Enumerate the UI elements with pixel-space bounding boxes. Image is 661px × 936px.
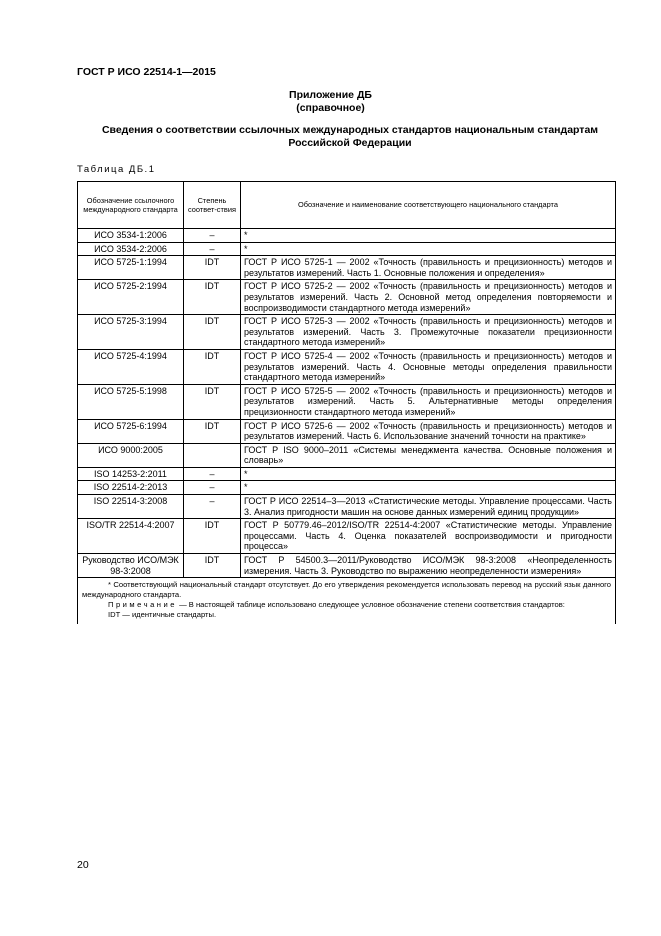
table-row: [78, 242, 616, 256]
cell-national-standard: ГОСТ Р ИСО 22514–3—2013 «Статистические методы. Управление процессами. Часть 3. Анализ пригодности машин на основе данных измерений единиц продукции»: [241, 495, 616, 519]
cell-reference-standard: ИСО 3534-1:2006: [78, 229, 184, 243]
table-footer-row: [78, 578, 616, 625]
cell-reference-standard: ИСО 3534-2:2006: [78, 242, 184, 256]
idt-legend: [82, 610, 611, 620]
cell-degree: IDT: [184, 384, 241, 419]
cell-reference-standard: ISO 14253-2:2011: [78, 467, 184, 481]
cell-national-standard: ГОСТ Р ИСО 5725-2 — 2002 «Точность (правильность и прецизионность) методов и результатов измерений. Часть 2. Основной метод определения повторяемости и воспроизводимости стандартного метода измерений»: [241, 280, 616, 315]
table-row: [78, 467, 616, 481]
cell-national-standard: *: [241, 481, 616, 495]
cell-degree: IDT: [184, 519, 241, 554]
table-header-row: [78, 182, 616, 229]
cell-reference-standard: ИСО 9000:2005: [78, 443, 184, 467]
table-row: [78, 256, 616, 280]
table-row: [78, 229, 616, 243]
cell-reference-standard: ИСО 5725-3:1994: [78, 315, 184, 350]
cell-degree: [184, 443, 241, 467]
cell-degree: IDT: [184, 315, 241, 350]
appendix-subtitle: (справочное): [296, 102, 365, 114]
cell-reference-standard: ISO 22514-3:2008: [78, 495, 184, 519]
cell-degree: –: [184, 481, 241, 495]
cell-national-standard: *: [241, 467, 616, 481]
table-row: [78, 495, 616, 519]
column-header-ref: Обозначение ссылочного международного стандарта: [78, 182, 184, 229]
page-number: 20: [77, 859, 89, 871]
cell-national-standard: ГОСТ Р ИСО 5725-5 — 2002 «Точность (правильность и прецизионность) методов и результатов измерений. Часть 5. Альтернативные методы определения прецизионности стандартного метода измерений»: [241, 384, 616, 419]
cell-national-standard: ГОСТ Р 54500.3—2011/Руководство ИСО/МЭК 98-3:2008 «Неопределенность измерения. Часть 3. Руководство по выражению неопределенности измерения»: [241, 554, 616, 578]
cell-degree: –: [184, 229, 241, 243]
table-row: [78, 315, 616, 350]
cell-reference-standard: ИСО 5725-6:1994: [78, 419, 184, 443]
correspondence-table: [77, 181, 616, 624]
cell-degree: –: [184, 467, 241, 481]
cell-national-standard: *: [241, 242, 616, 256]
column-header-national: Обозначение и наименование соответствующего национального стандарта: [241, 182, 616, 229]
cell-degree: –: [184, 242, 241, 256]
note-label: Примечание: [108, 600, 177, 610]
cell-degree: IDT: [184, 256, 241, 280]
column-header-degree: Степень соответ-ствия: [184, 182, 241, 229]
cell-reference-standard: ИСО 5725-1:1994: [78, 256, 184, 280]
note: [82, 600, 611, 610]
table-caption: Таблица ДБ.1: [77, 164, 156, 175]
table-row: [78, 349, 616, 384]
cell-national-standard: *: [241, 229, 616, 243]
cell-reference-standard: ISO/TR 22514-4:2007: [78, 519, 184, 554]
table-row: [78, 481, 616, 495]
cell-reference-standard: ИСО 5725-4:1994: [78, 349, 184, 384]
cell-degree: IDT: [184, 554, 241, 578]
table-row: [78, 384, 616, 419]
cell-reference-standard: Руководство ИСО/МЭК 98-3:2008: [78, 554, 184, 578]
table-row: [78, 280, 616, 315]
table-row: [78, 554, 616, 578]
table-row: [78, 443, 616, 467]
table-row: [78, 519, 616, 554]
correspondence-table-container: [77, 181, 615, 624]
table-row: [78, 419, 616, 443]
cell-reference-standard: ИСО 5725-5:1998: [78, 384, 184, 419]
note-text: — В настоящей таблице использовано следующее условное обозначение степени соответствия стандартов:: [179, 600, 565, 610]
cell-national-standard: ГОСТ Р ИСО 5725-1 — 2002 «Точность (правильность и прецизионность) методов и результатов измерений. Часть 1. Основные положения и определения»: [241, 256, 616, 280]
document-header: ГОСТ Р ИСО 22514-1—2015: [77, 66, 216, 78]
cell-degree: IDT: [184, 419, 241, 443]
cell-reference-standard: ИСО 5725-2:1994: [78, 280, 184, 315]
idt-text: — идентичные стандарты.: [122, 610, 217, 620]
table-body: [78, 229, 616, 578]
cell-reference-standard: ISO 22514-2:2013: [78, 481, 184, 495]
cell-national-standard: ГОСТ Р ИСО 5725-3 — 2002 «Точность (правильность и прецизионность) методов и результатов измерений. Часть 3. Промежуточные показатели прецизионности стандартного метода измерений»: [241, 315, 616, 350]
cell-national-standard: ГОСТ Р 50779.46–2012/ISO/TR 22514-4:2007 «Статистические методы. Управление процессами. Часть 4. Оценка показателей воспроизводимости и пригодности процесса»: [241, 519, 616, 554]
idt-code: IDT: [108, 610, 121, 620]
table-notes: [78, 578, 616, 625]
footnote: * Соответствующий национальный стандарт отсутствует. До его утверждения рекомендуется использовать перевод на русский язык данного международного стандарта.: [82, 580, 611, 600]
cell-degree: IDT: [184, 280, 241, 315]
cell-degree: –: [184, 495, 241, 519]
appendix-heading: Сведения о соответствии ссылочных международных стандартов национальным стандартам Российской Федерации: [101, 124, 599, 149]
cell-national-standard: ГОСТ Р ISO 9000–2011 «Системы менеджмента качества. Основные положения и словарь»: [241, 443, 616, 467]
cell-national-standard: ГОСТ Р ИСО 5725-4 — 2002 «Точность (правильность и прецизионность) методов и результатов измерений. Часть 4. Основные методы определения правильности стандартного метода измерений»: [241, 349, 616, 384]
cell-degree: IDT: [184, 349, 241, 384]
cell-national-standard: ГОСТ Р ИСО 5725-6 — 2002 «Точность (правильность и прецизионность) методов и результатов измерений. Часть 6. Использование значений точности на практике»: [241, 419, 616, 443]
appendix-title: Приложение ДБ: [289, 89, 372, 101]
